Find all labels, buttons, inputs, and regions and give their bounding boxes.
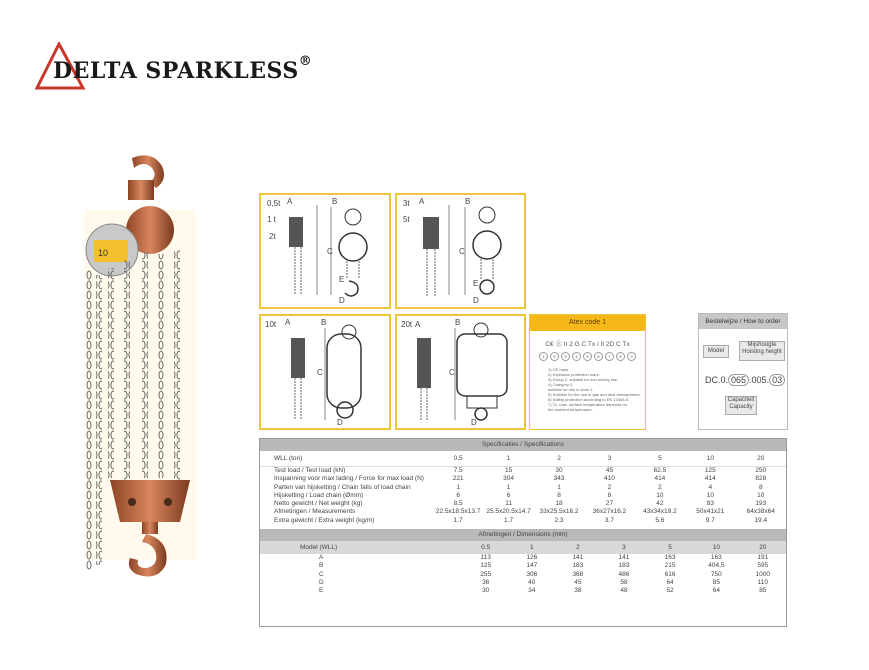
table-row: A 113 126 141 141 163 163 191	[319, 554, 769, 562]
hoist-drawing-small	[261, 195, 389, 307]
hoist-drawing-medium	[397, 195, 525, 307]
table-row: Netto gewicht / Net weight (kg) 8.5 11 18 27 42 83 193	[274, 500, 767, 508]
order-capacity-label: Capaciteit Capacity	[725, 396, 757, 415]
table-row: Test load / Test load (kN) 7.5 15 30 45 62.5 125 250	[260, 467, 786, 476]
chain-hoist-photo	[80, 150, 200, 580]
table-row: B 125 147 183 183 215 404,5 595	[319, 562, 769, 570]
brand-name: DELTA SPARKLESS®	[53, 54, 313, 84]
table-row: Inspanning voor max lading / Force for max load (N) 221 304 343 410 414 414 828	[274, 475, 767, 483]
brand-logo	[35, 42, 365, 92]
spec-title: Specificaties / Specifications	[260, 439, 786, 451]
table-row: C 255 306 368 486 616 750 1000	[319, 570, 771, 578]
atex-circles: 1 2 3 4 5 6 7 8 9	[530, 352, 645, 361]
table-row: Hijsketting / Load chain (Ømm) 6 6 8 8 10 10 10	[274, 491, 765, 499]
table-row: Afmetingen / Measurements 22.5x18.5x13.7 25.5x20.5x14.7 33x25.5x16.2 36x27x16.2 43x34x19.2 50x41x21 64x38x64	[274, 508, 775, 516]
order-model-label: Model	[703, 345, 729, 358]
svg-text:10: 10	[98, 248, 109, 258]
table-row: WLL (ton) 0.5 1 2 3 5 10 20	[274, 455, 765, 462]
table-row: Model (WLL) 0.5 1 2 3 5 10 20	[260, 541, 786, 554]
spec-grid	[260, 451, 786, 525]
order-code: DC.0. 065 .005. 03	[705, 374, 785, 386]
table-row: Extra gewicht / Extra weight (kg/m) 1.7 1.7 2.3 3.7 5.6 9.7 19.4	[274, 516, 768, 524]
hoist-drawing-20t	[397, 316, 525, 428]
atex-code-box	[529, 314, 646, 430]
diagram-panel-20t: 20t A B C D	[395, 314, 526, 430]
diagram-panel-10t: 10t A B C D	[259, 314, 391, 430]
how-to-order-box	[698, 313, 788, 430]
diagram-panel-3-5t: 3t 5t A B C E D	[395, 193, 526, 309]
dimensions-grid	[260, 541, 786, 595]
atex-code: C€ Ⓔ II 2 G C Tx / II 2D C Tx	[545, 341, 630, 348]
atex-notes: 1) CE mark. 2) Explosion protection mark. 3) Group 2, suitable for non mining use. 4) Category 2, suitable for use in zone 1. 5) Suitable for the use in gas and dust atmospheres. 6) Safety protection according to EN 13463-5. 7) Tx, max. surface temperature depends on the ambient temperature.	[548, 367, 641, 412]
diagram-panel-0-5-2t: 0,5t 1 t 2t A B C E D	[259, 193, 391, 309]
table-row: E 30 34 38 48 52 64 85	[319, 587, 767, 595]
hoist-drawing-10t	[261, 316, 389, 428]
table-row: Parten van hijsketting / Chain falls of load chain 1 1 1 2 2 4 8	[274, 483, 763, 491]
order-title: Bestelwijze / How to order	[699, 314, 787, 329]
specifications-table	[259, 438, 787, 627]
table-row: D 36 40 45 58 64 85 110	[319, 578, 768, 586]
dimensions-title: Afmetingen / Dimensions (mm)	[260, 529, 786, 541]
atex-title: Atex code 1	[530, 315, 645, 331]
order-height-label: Mijshoogte Hoisting height	[739, 341, 785, 361]
